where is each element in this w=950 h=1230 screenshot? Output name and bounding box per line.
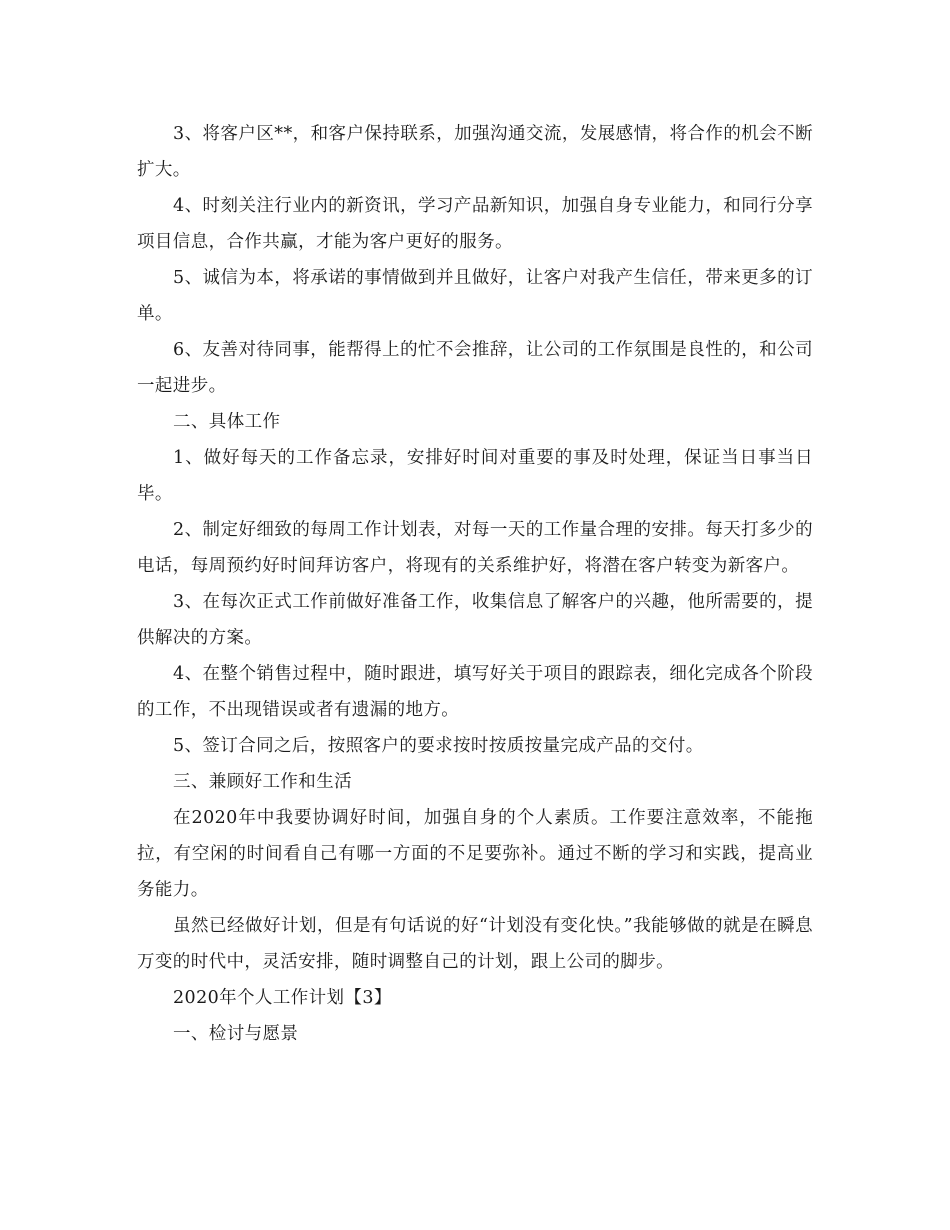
paragraph-flexibility: 虽然已经做好计划，但是有句话说的好“计划没有变化快。”我能够做的就是在瞬息万变的时代中，灵活安排，随时调整自己的计划，跟上公司的脚步。 bbox=[137, 916, 813, 972]
paragraph-work-1-memo: 1、做好每天的工作备忘录，安排好时间对重要的事及时处理，保证当日事当日毕。 bbox=[137, 448, 813, 504]
paragraph-work-2-weekly-plan: 2、制定好细致的每周工作计划表，对每一天的工作量合理的安排。每天打多少的电话，每周预约好时间拜访客户，将现有的关系维护好，将潜在客户转变为新客户。 bbox=[137, 520, 813, 576]
paragraph-item-3-contact: 3、将客户区**，和客户保持联系，加强沟通交流，发展感情，将合作的机会不断扩大。 bbox=[137, 124, 813, 180]
section-heading-review-vision: 一、检讨与愿景 bbox=[173, 1024, 299, 1044]
section-heading-work-life: 三、兼顾好工作和生活 bbox=[173, 772, 352, 792]
section-heading-specific-work: 二、具体工作 bbox=[173, 412, 281, 432]
document-subtitle-plan-3: 2020年个人工作计划【3】 bbox=[173, 988, 392, 1008]
paragraph-time-management: 在2020年中我要协调好时间，加强自身的个人素质。工作要注意效率，不能拖拉，有空闲的时间看自己有哪一方面的不足要弥补。通过不断的学习和实践，提高业务能力。 bbox=[137, 808, 813, 900]
paragraph-work-3-preparation: 3、在每次正式工作前做好准备工作，收集信息了解客户的兴趣，他所需要的，提供解决的方案。 bbox=[137, 592, 813, 648]
paragraph-work-4-follow-up: 4、在整个销售过程中，随时跟进，填写好关于项目的跟踪表，细化完成各个阶段的工作，不出现错误或者有遗漏的地方。 bbox=[137, 664, 813, 720]
document-body bbox=[137, 116, 813, 1052]
paragraph-item-6-colleagues: 6、友善对待同事，能帮得上的忙不会推辞，让公司的工作氛围是良性的，和公司一起进步。 bbox=[137, 340, 813, 396]
paragraph-work-5-delivery: 5、签订合同之后，按照客户的要求按时按质按量完成产品的交付。 bbox=[173, 736, 704, 756]
paragraph-item-5-integrity: 5、诚信为本，将承诺的事情做到并且做好，让客户对我产生信任，带来更多的订单。 bbox=[137, 268, 813, 324]
paragraph-item-4-industry: 4、时刻关注行业内的新资讯，学习产品新知识，加强自身专业能力，和同行分享项目信息，合作共赢，才能为客户更好的服务。 bbox=[137, 196, 813, 252]
